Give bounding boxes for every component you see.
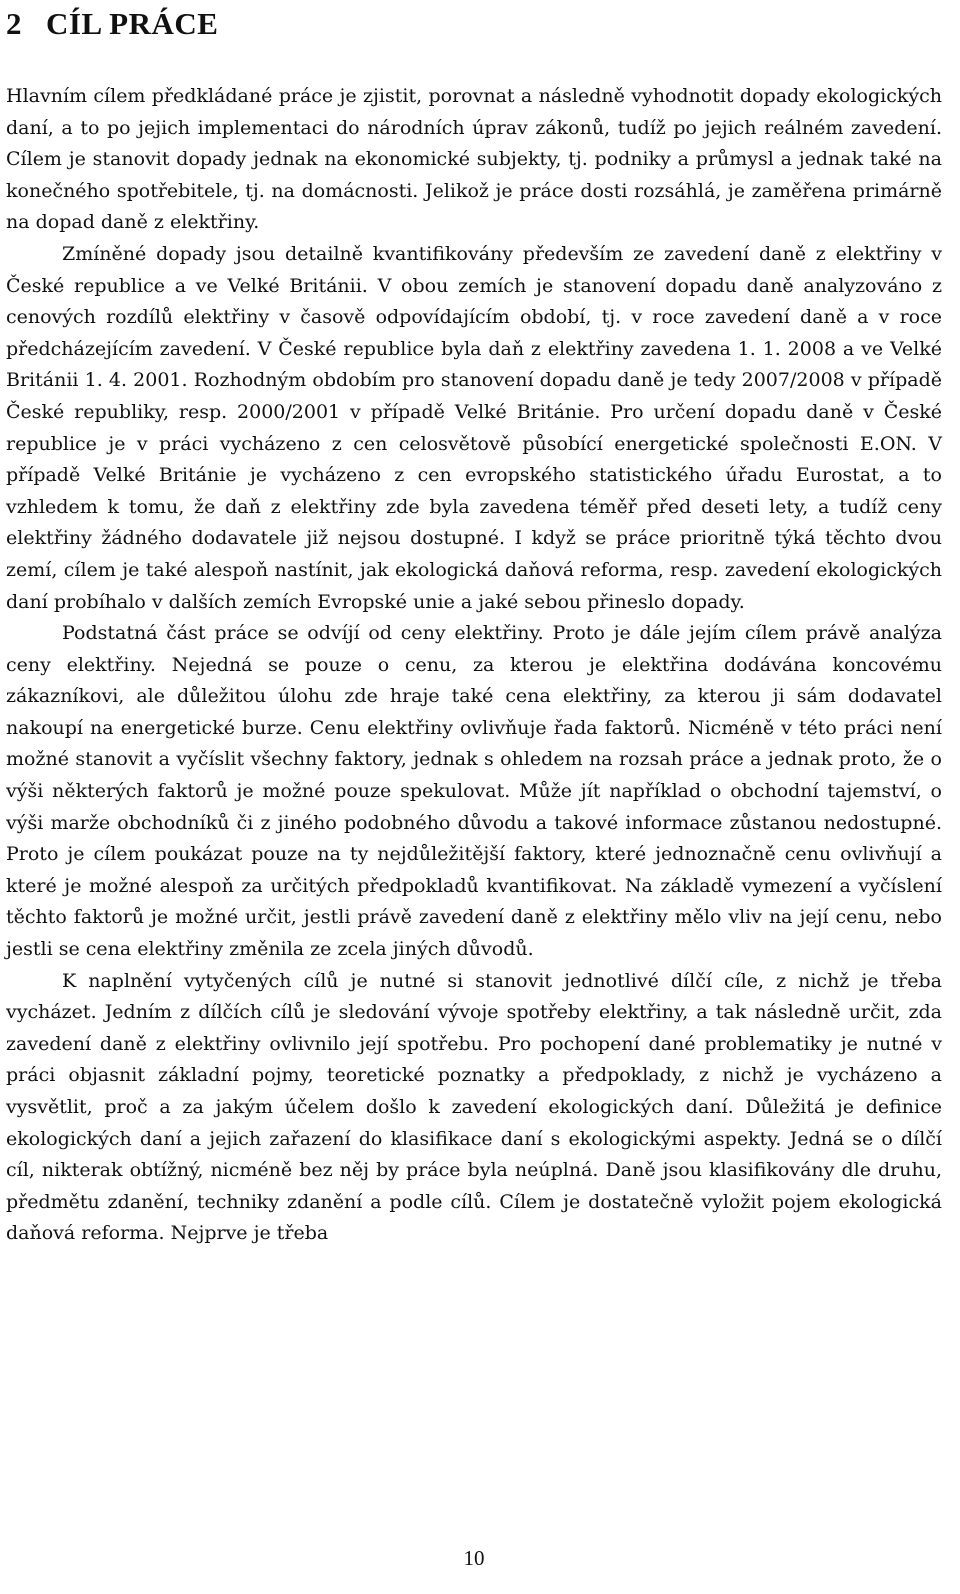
chapter-heading xyxy=(6,3,218,45)
chapter-title: CÍL PRÁCE xyxy=(46,6,219,41)
paragraph: K naplnění vytyčených cílů je nutné si stanovit jednotlivé dílčí cíle, z nichž je třeba vycházet. Jedním z dílčích cílů je sledování vývoje spotřeby elektřiny, a tak následně určit, zda zavedení daně z elektřiny ovlivnilo její spotřebu. Pro pochopení dané problematiky je nutné v práci objasnit základní pojmy, teoretické poznatky a předpoklady, z nichž je vycházeno a vysvětlit, proč a za jakým účelem došlo k zavedení ekologických daní. Důležitá je definice ekologických daní a jejich zařazení do klasifikace daní s ekologickými aspekty. Jedná se o dílčí cíl, nikterak obtížný, nicméně bez něj by práce byla neúplná. Daně jsou klasifikovány dle druhu, předmětu zdanění, techniky zdanění a podle cílů. Cílem je dostatečně vyložit pojem ekologická daňová reforma. Nejprve je třeba xyxy=(6,969,942,1245)
paragraph: Zmíněné dopady jsou detailně kvantifikovány především ze zavedení daně z elektřiny v České republice a ve Velké Británii. V obou zemích je stanovení dopadu daně analyzováno z cenových rozdílů elektřiny v časově odpovídajícím období, tj. v roce zavedení daně a v roce předcházejícím zavedení. V České republice byla daň z elektřiny zavedena 1. 1. 2008 a ve Velké Británii 1. 4. 2001. Rozhodným obdobím pro stanovení dopadu daně je tedy 2007/2008 v případě České republiky, resp. 2000/2001 v případě Velké Británie. Pro určení dopadu daně v České republice je v práci vycházeno z cen celosvětově působící energetické společnosti E.ON. V případě Velké Británie je vycházeno z cen evropského statistického úřadu Eurostat, a to vzhledem k tomu, že daň z elektřiny zde byla zavedena téměř před deseti lety, a tudíž ceny elektřiny žádného dodavatele již nejsou dostupné. I když se práce prioritně týká těchto dvou zemí, cílem je také alespoň nastínit, jak ekologická daňová reforma, resp. zavedení ekologických daní probíhalo v dalších zemích Evropské unie a jaké sebou přineslo dopady. xyxy=(6,242,942,613)
page-number: 10 xyxy=(463,1546,485,1570)
paragraph: Hlavním cílem předkládané práce je zjistit, porovnat a následně vyhodnotit dopady ekologických daní, a to po jejich implementaci do národních úprav zákonů, tudíž po jejich reálném zavedení. Cílem je stanovit dopady jednak na ekonomické subjekty, tj. podniky a průmysl a jednak také na konečného spotřebitele, tj. na domácnosti. Jelikož je práce dosti rozsáhlá, je zaměřena primárně na dopad daně z elektřiny. xyxy=(6,85,942,234)
body-text xyxy=(6,81,942,1250)
paragraph: Podstatná část práce se odvíjí od ceny elektřiny. Proto je dále jejím cílem právě analýza ceny elektřiny. Nejedná se pouze o cenu, za kterou je elektřina dodávána koncovému zákazníkovi, ale důležitou úlohu zde hraje také cena elektřiny, za kterou ji sám dodavatel nakoupí na energetické burze. Cenu elektřiny ovlivňuje řada faktorů. Nicméně v této práci není možné stanovit a vyčíslit všechny faktory, jednak s ohledem na rozsah práce a jednak proto, že o výši některých faktorů je možné pouze spekulovat. Může jít například o obchodní tajemství, o výši marže obchodníků či z jiného podobného důvodu a takové informace zůstanou nedostupné. Proto je cílem poukázat pouze na ty nejdůležitější faktory, které jednoznačně cenu ovlivňují a které je možné alespoň za určitých předpokladů kvantifikovat. Na základě vymezení a vyčíslení těchto faktorů je možné určit, jestli právě zavedení daně z elektřiny mělo vliv na její cenu, nebo jestli se cena elektřiny změnila ze zcela jiných důvodů. xyxy=(6,622,942,961)
document-page xyxy=(6,0,950,1594)
chapter-number: 2 xyxy=(6,6,22,41)
